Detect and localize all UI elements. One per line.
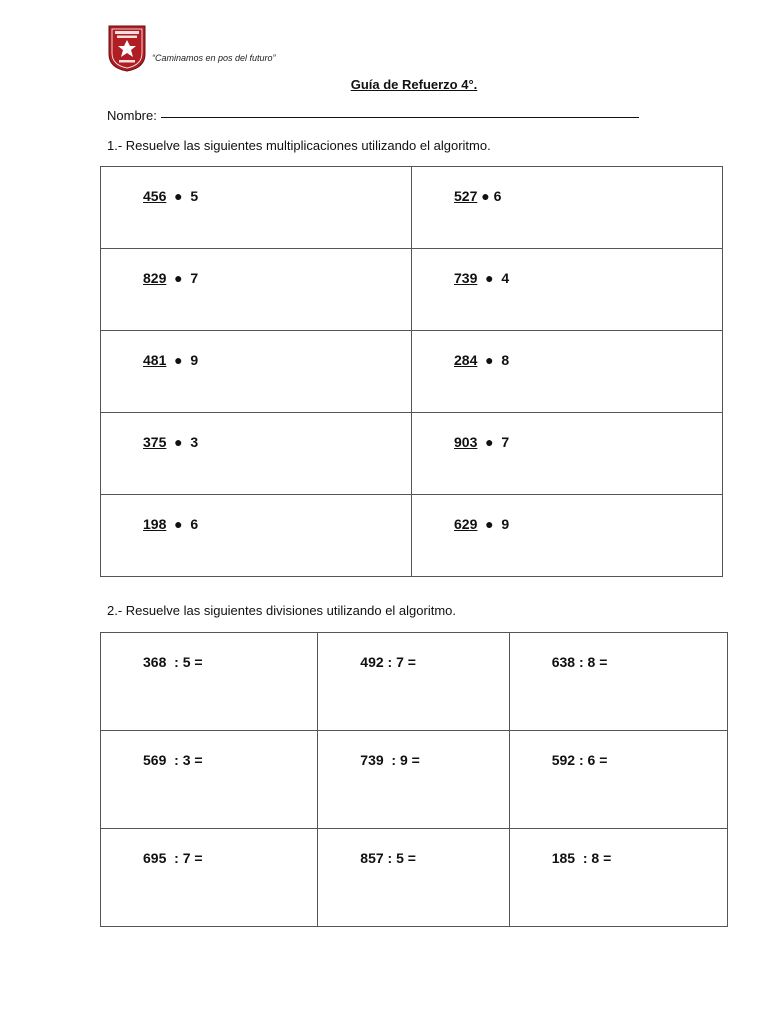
div-cell — [318, 731, 509, 829]
division-expression: 695 : 7 = — [143, 850, 203, 866]
name-field — [107, 108, 639, 123]
mult-number: 829 — [143, 270, 167, 286]
mult-operator: ● 7 — [477, 434, 510, 450]
mult-cell — [412, 331, 723, 413]
mult-operator: ● 8 — [477, 352, 510, 368]
division-expression: 857 : 5 = — [360, 850, 416, 866]
division-expression: 638 : 8 = — [551, 654, 608, 670]
division-table — [100, 632, 728, 927]
school-motto: “Caminamos en pos del futuro” — [152, 53, 276, 63]
division-expression: 492 : 7 = — [360, 654, 416, 670]
instruction-division: 2.- Resuelve las siguientes divisiones utilizando el algoritmo. — [107, 603, 457, 618]
mult-operator: ● 9 — [477, 516, 510, 532]
div-cell — [318, 829, 509, 927]
mult-cell — [412, 413, 723, 495]
division-expression: 185 : 8 = — [551, 850, 612, 866]
mult-operator: ● 6 — [166, 516, 199, 532]
mult-number: 739 — [454, 270, 478, 286]
page-title: Guía de Refuerzo 4°. — [350, 77, 478, 92]
school-crest-logo — [107, 24, 147, 72]
mult-number: 527 — [454, 188, 478, 204]
mult-operator: ● 3 — [166, 434, 199, 450]
div-cell — [509, 829, 727, 927]
div-cell — [101, 731, 318, 829]
div-cell — [101, 829, 318, 927]
mult-cell — [412, 495, 723, 577]
name-blank-line — [161, 117, 639, 118]
mult-number: 481 — [143, 352, 167, 368]
division-expression: 368 : 5 = — [143, 654, 203, 670]
table-row — [101, 495, 723, 577]
table-row — [101, 829, 728, 927]
mult-operator: ● 7 — [166, 270, 199, 286]
table-row — [101, 731, 728, 829]
mult-number: 375 — [143, 434, 167, 450]
mult-number: 629 — [454, 516, 478, 532]
mult-operator: ● 6 — [477, 188, 502, 204]
table-row — [101, 249, 723, 331]
division-expression: 592 : 6 = — [551, 752, 608, 768]
table-row — [101, 413, 723, 495]
mult-cell — [101, 249, 412, 331]
mult-cell — [412, 167, 723, 249]
div-cell — [318, 633, 509, 731]
name-label: Nombre: — [107, 108, 157, 123]
mult-operator: ● 5 — [166, 188, 199, 204]
mult-cell — [101, 331, 412, 413]
table-row — [101, 331, 723, 413]
instruction-multiplication: 1.- Resuelve las siguientes multiplicaciones utilizando el algoritmo. — [107, 138, 491, 153]
table-row — [101, 167, 723, 249]
mult-cell — [412, 249, 723, 331]
mult-cell — [101, 413, 412, 495]
mult-number: 903 — [454, 434, 478, 450]
mult-operator: ● 4 — [477, 270, 510, 286]
mult-operator: ● 9 — [166, 352, 199, 368]
table-row — [101, 633, 728, 731]
division-expression: 739 : 9 = — [360, 752, 420, 768]
mult-number: 198 — [143, 516, 167, 532]
div-cell — [101, 633, 318, 731]
mult-cell — [101, 495, 412, 577]
div-cell — [509, 633, 727, 731]
div-cell — [509, 731, 727, 829]
mult-cell — [101, 167, 412, 249]
mult-number: 284 — [454, 352, 478, 368]
multiplication-table — [100, 166, 723, 577]
division-expression: 569 : 3 = — [143, 752, 203, 768]
mult-number: 456 — [143, 188, 167, 204]
